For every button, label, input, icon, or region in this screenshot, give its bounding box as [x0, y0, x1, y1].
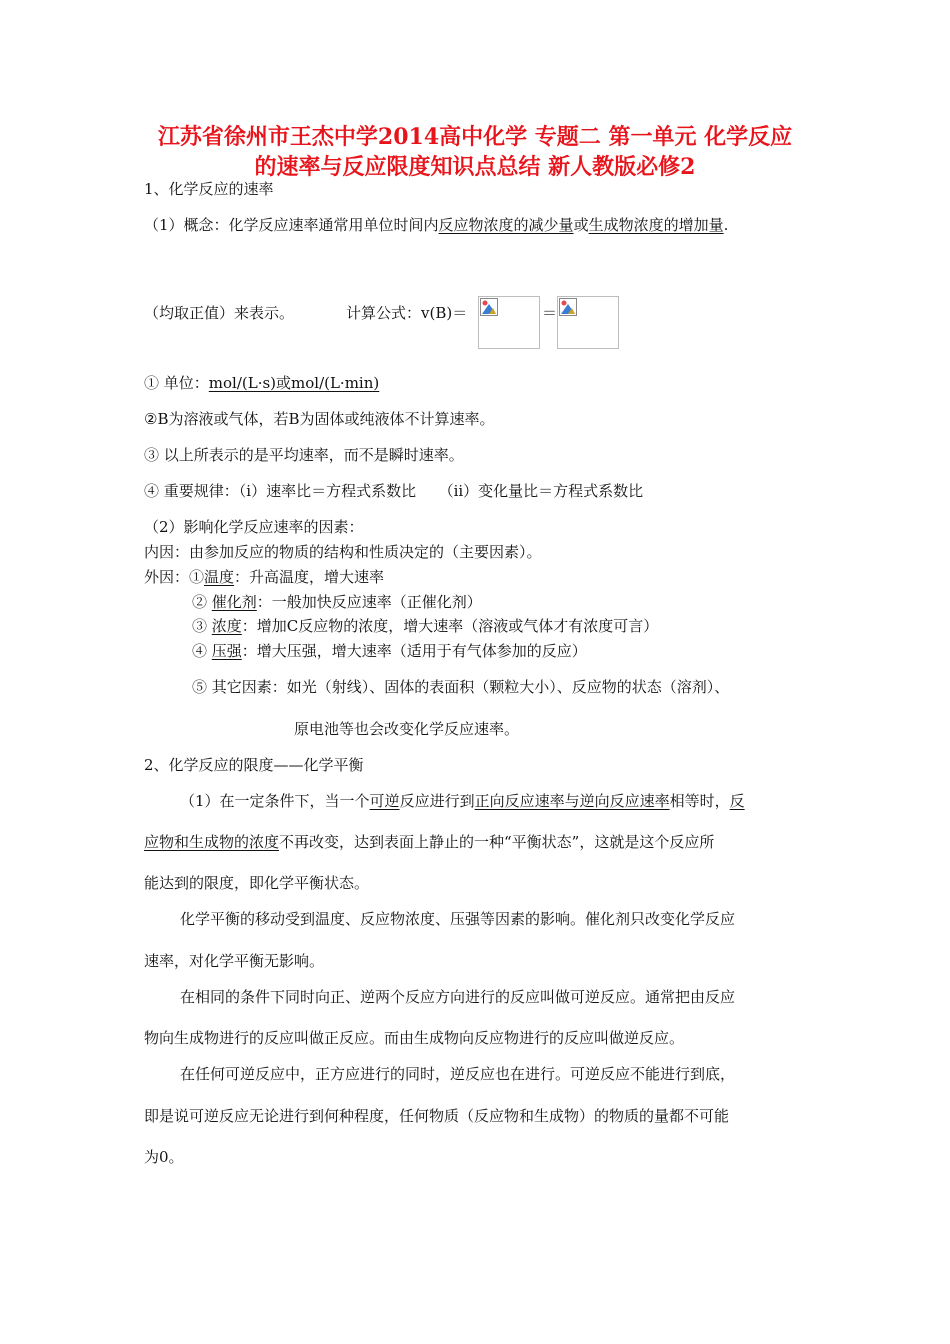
document-title-line-1: 江苏省徐州市王杰中学2014高中化学 专题二 第一单元 化学反应	[157, 124, 793, 150]
formula-label: 计算公式：v(B)＝	[346, 304, 468, 322]
unit-line	[144, 373, 379, 393]
external-factor-5: ⑤ 其它因素：如光（射线）、固体的表面积（颗粒大小）、反应物的状态（溶剂）、	[192, 678, 730, 696]
rate-note-3: ③ 以上所表示的是平均速率，而不是瞬时速率。	[144, 446, 464, 464]
section-1-heading: 1、化学反应的速率	[144, 180, 274, 198]
external-factor-2	[192, 592, 482, 612]
text-run: 相等时，	[669, 792, 730, 810]
factor-text: ：升高温度，增大速率	[234, 568, 385, 586]
equilibrium-p4-line2: 即是说可逆反应无论进行到何种程度，任何物质（反应物和生成物）的物质的量都不可能	[144, 1107, 730, 1125]
concept-prefix: （1）概念：化学反应速率通常用单位时间内	[144, 216, 439, 234]
equilibrium-p2-line1: 化学平衡的移动受到温度、反应物浓度、压强等因素的影响。催化剂只改变化学反应	[180, 910, 736, 928]
equilibrium-p1-line2	[144, 832, 714, 852]
factor-number: ②	[192, 593, 212, 611]
equilibrium-p3-line2: 物向生成物进行的反应叫做正反应。而由生成物向反应物进行的反应叫做逆反应。	[144, 1029, 685, 1047]
concept-mid: 或	[573, 216, 589, 234]
concept-line	[144, 215, 728, 235]
formula-image-2	[557, 296, 619, 349]
equilibrium-p2-line2: 速率，对化学平衡无影响。	[144, 952, 325, 970]
broken-image-icon	[480, 298, 498, 316]
term-concentration-start: 反	[729, 792, 745, 810]
formula-equals: ＝	[542, 304, 558, 322]
factor-number: ③	[192, 617, 212, 635]
formula-left-text: （均取正值）来表示。	[144, 304, 295, 322]
text-run: 不再改变，达到表面上静止的一种“平衡状态”，这就是这个反应所	[279, 833, 715, 851]
factor-text: ：增加C反应物的浓度，增大速率（溶液或气体才有浓度可言）	[241, 617, 659, 635]
term-reversible: 可逆	[369, 792, 400, 810]
external-factor-5-cont: 原电池等也会改变化学反应速率。	[294, 720, 520, 738]
rate-note-4: ④ 重要规律：（i）速率比＝方程式系数比 （ii）变化量比＝方程式系数比	[144, 482, 644, 500]
factor-term-temperature: 温度	[204, 568, 235, 586]
rate-note-2: ②B为溶液或气体，若B为固体或纯液体不计算速率。	[144, 410, 495, 428]
equilibrium-p1-line1	[180, 791, 745, 811]
factor-text: ：增大压强，增大速率（适用于有气体参加的反应）	[241, 642, 587, 660]
external-label: 外因：	[144, 568, 190, 586]
term-concentration-rest: 应物和生成物的浓度	[144, 833, 280, 851]
term-equal-rates: 正向反应速率与逆向反应速率	[474, 792, 670, 810]
document-title-line-2: 的速率与反应限度知识点总结 新人教版必修2	[254, 154, 696, 180]
concept-term-reactant: 反应物浓度的减少量	[438, 216, 574, 234]
factor-term-pressure: 压强	[211, 642, 242, 660]
factor-term-catalyst: 催化剂	[211, 593, 257, 611]
text-run: （1）在一定条件下，当一个	[180, 792, 370, 810]
concept-end: .	[723, 216, 729, 234]
factor-term-concentration: 浓度	[211, 617, 242, 635]
factors-heading: （2）影响化学反应速率的因素：	[144, 518, 364, 536]
concept-term-product: 生成物浓度的增加量	[588, 216, 724, 234]
equilibrium-p4-line3: 为0。	[144, 1148, 184, 1166]
internal-factor: 内因：由参加反应的物质的结构和性质决定的（主要因素）。	[144, 543, 542, 561]
external-factor-3	[192, 616, 658, 636]
broken-image-icon	[559, 298, 577, 316]
equilibrium-p3-line1: 在相同的条件下同时向正、逆两个反应方向进行的反应叫做可逆反应。通常把由反应	[180, 988, 736, 1006]
unit-prefix: ① 单位：	[144, 374, 209, 392]
external-factor-1	[144, 567, 384, 587]
factor-number: ④	[192, 642, 212, 660]
unit-value: mol/(L·s)或mol/(L·min)	[208, 374, 380, 392]
equilibrium-p1-line3: 能达到的限度，即化学平衡状态。	[144, 874, 370, 892]
factor-number: ①	[189, 568, 205, 586]
external-factor-4	[192, 641, 587, 661]
equilibrium-p4-line1: 在任何可逆反应中，正方应进行的同时，逆反应也在进行。可逆反应不能进行到底，	[180, 1065, 736, 1083]
section-2-heading: 2、化学反应的限度——化学平衡	[144, 756, 364, 774]
factor-text: ：一般加快反应速率（正催化剂）	[256, 593, 482, 611]
formula-image-1	[478, 296, 540, 349]
text-run: 反应进行到	[399, 792, 475, 810]
